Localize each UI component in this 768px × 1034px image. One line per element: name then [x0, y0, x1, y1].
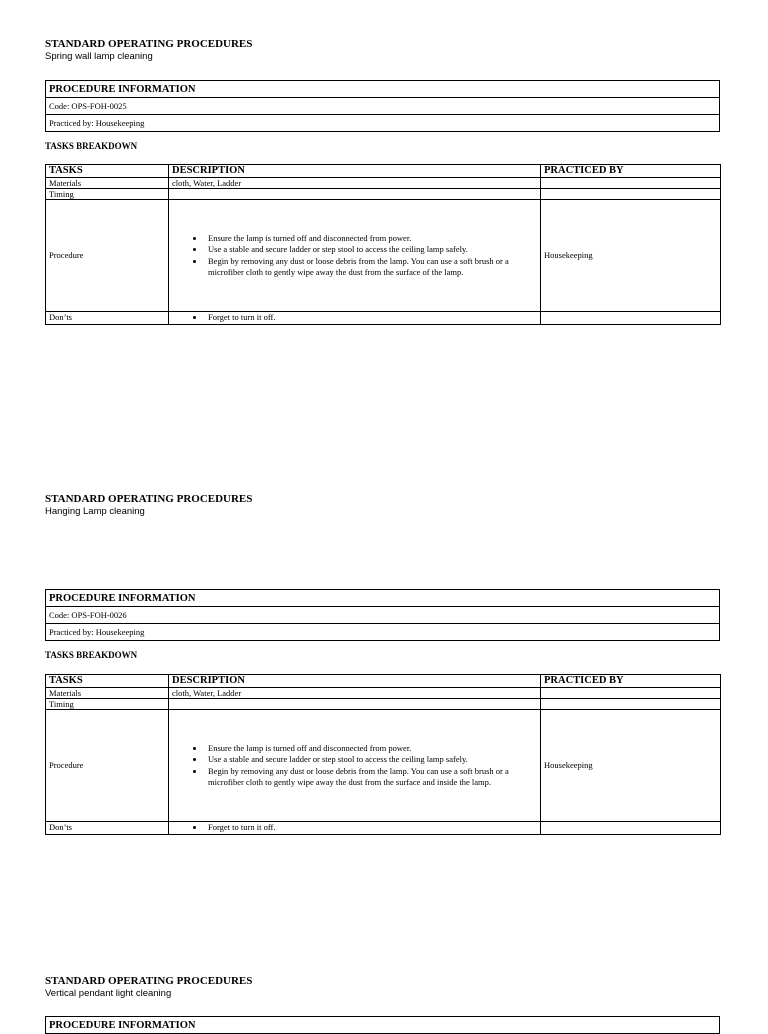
- table-row-timing: [46, 699, 721, 710]
- practiced-by-cell: [541, 699, 721, 710]
- task-cell: Don’ts: [46, 822, 169, 835]
- description-cell: [169, 699, 541, 710]
- list-item: • Begin by removing any dust or loose debris from the lamp. You can use a soft brush or a microfiber cloth to gently wipe away the dust from the surface and inside the lamp.: [205, 766, 537, 789]
- column-header-practiced-by: PRACTICED BY: [541, 675, 721, 688]
- sop-section-3: [45, 975, 720, 1031]
- practiced-by-cell: [541, 178, 721, 189]
- description-cell: cloth, Water, Ladder: [169, 178, 541, 189]
- donts-list: [172, 822, 537, 834]
- procedure-code: Code: OPS-FOH-0025: [46, 98, 720, 115]
- sop-subtitle: Vertical pendant light cleaning: [45, 988, 172, 999]
- procedure-information-header: PROCEDURE INFORMATION: [46, 81, 720, 98]
- table-row-procedure: [46, 200, 721, 312]
- column-header-description: DESCRIPTION: [169, 165, 541, 178]
- sop-subtitle: Hanging Lamp cleaning: [45, 506, 145, 517]
- procedure-practiced-by: Practiced by: Housekeeping: [46, 624, 720, 641]
- procedure-information-header: PROCEDURE INFORMATION: [46, 590, 720, 607]
- practiced-by-cell: [541, 312, 721, 325]
- task-cell: Procedure: [46, 710, 169, 822]
- description-cell: [169, 200, 541, 312]
- tasks-table: [45, 674, 721, 835]
- procedure-code: Code: OPS-FOH-0026: [46, 607, 720, 624]
- sop-title: STANDARD OPERATING PROCEDURES: [45, 975, 253, 987]
- tasks-breakdown-label: TASKS BREAKDOWN: [45, 141, 138, 151]
- practiced-by-cell: Housekeeping: [541, 200, 721, 312]
- task-cell: Procedure: [46, 200, 169, 312]
- task-cell: Materials: [46, 178, 169, 189]
- column-header-tasks: TASKS: [46, 165, 169, 178]
- column-header-description: DESCRIPTION: [169, 675, 541, 688]
- table-row-donts: [46, 822, 721, 835]
- practiced-by-cell: [541, 189, 721, 200]
- tasks-table-header-row: [46, 675, 721, 688]
- column-header-practiced-by: PRACTICED BY: [541, 165, 721, 178]
- procedure-information-table: [45, 1016, 720, 1034]
- table-row-timing: [46, 189, 721, 200]
- tasks-breakdown-label: TASKS BREAKDOWN: [45, 650, 138, 660]
- column-header-tasks: TASKS: [46, 675, 169, 688]
- table-row-materials: [46, 178, 721, 189]
- practiced-by-cell: [541, 822, 721, 835]
- task-cell: Don’ts: [46, 312, 169, 325]
- procedure-information-table: [45, 80, 720, 132]
- list-item: • Begin by removing any dust or loose debris from the lamp. You can use a soft brush or a microfiber cloth to gently wipe away the dust from the surface of the lamp.: [205, 256, 537, 279]
- list-item: • Ensure the lamp is turned off and disconnected from power.: [205, 743, 537, 755]
- list-item: • Ensure the lamp is turned off and disconnected from power.: [205, 233, 537, 245]
- description-cell: cloth, Water, Ladder: [169, 688, 541, 699]
- sop-subtitle: Spring wall lamp cleaning: [45, 51, 153, 62]
- list-item: • Forget to turn it off.: [205, 822, 537, 834]
- table-row-materials: [46, 688, 721, 699]
- sop-title: STANDARD OPERATING PROCEDURES: [45, 493, 253, 505]
- practiced-by-cell: [541, 688, 721, 699]
- donts-list: [172, 312, 537, 324]
- table-row-procedure: [46, 710, 721, 822]
- procedure-steps-list: [172, 743, 537, 789]
- sop-section-1: [45, 38, 720, 323]
- description-cell: [169, 822, 541, 835]
- list-item: • Use a stable and secure ladder or step stool to access the ceiling lamp safely.: [205, 754, 537, 766]
- task-cell: Timing: [46, 699, 169, 710]
- description-cell: [169, 189, 541, 200]
- tasks-table-header-row: [46, 165, 721, 178]
- description-cell: [169, 312, 541, 325]
- task-cell: Materials: [46, 688, 169, 699]
- practiced-by-cell: Housekeeping: [541, 710, 721, 822]
- list-item: • Forget to turn it off.: [205, 312, 537, 324]
- sop-title: STANDARD OPERATING PROCEDURES: [45, 38, 253, 50]
- procedure-information-header: PROCEDURE INFORMATION: [46, 1017, 720, 1034]
- procedure-steps-list: [172, 233, 537, 279]
- procedure-practiced-by: Practiced by: Housekeeping: [46, 115, 720, 132]
- description-cell: [169, 710, 541, 822]
- sop-section-2: [45, 493, 720, 833]
- list-item: • Use a stable and secure ladder or step stool to access the ceiling lamp safely.: [205, 244, 537, 256]
- table-row-donts: [46, 312, 721, 325]
- tasks-table: [45, 164, 721, 325]
- procedure-information-table: [45, 589, 720, 641]
- task-cell: Timing: [46, 189, 169, 200]
